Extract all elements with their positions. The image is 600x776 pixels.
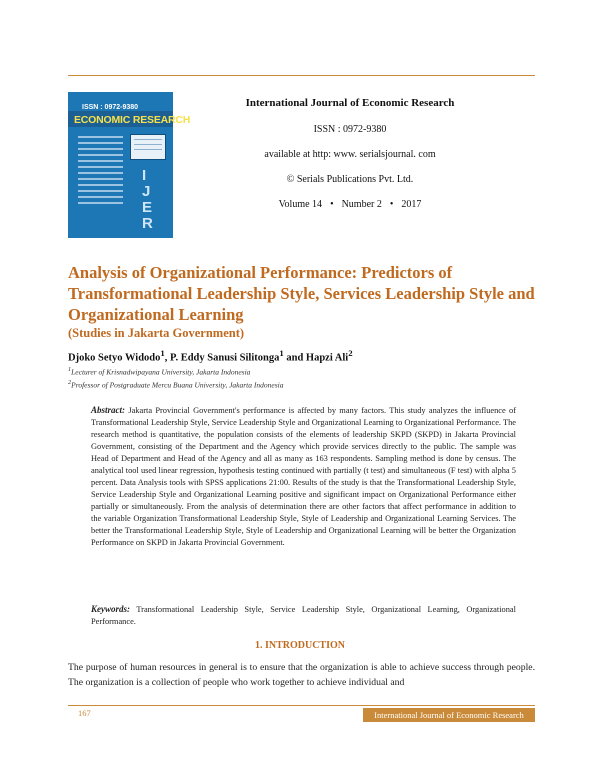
volume-issue-line: Volume 14 • Number 2 • 2017 <box>278 199 422 210</box>
journal-name: International Journal of Economic Research <box>245 97 455 109</box>
abstract <box>91 404 516 549</box>
author-name: P. Eddy Sanusi Silitonga <box>170 352 280 364</box>
cover-contents-lines <box>78 132 123 208</box>
affiliation: $^2$Professor of Postgraduate Mercu Buana University, Jakarta Indonesia <box>68 379 284 390</box>
affiliation: $^1$Lecturer of Krisnadwipayana University, Jakarta Indonesia <box>68 366 251 377</box>
year: 2017 <box>401 199 422 210</box>
issue-number: Number 2 <box>341 199 382 210</box>
cover-title: ECONOMIC RESEARCH <box>74 114 191 126</box>
page-footer <box>68 705 535 722</box>
journal-website: available at http: www. serialsjournal. com <box>264 149 436 160</box>
volume: Volume 14 <box>278 199 323 210</box>
author-name: Hapzi Ali <box>305 352 349 364</box>
article-subtitle: (Studies in Jakarta Government) <box>68 326 245 340</box>
footer-rule <box>68 705 535 706</box>
section-heading: 1. INTRODUCTION <box>254 640 345 651</box>
author-list: Djoko Setyo Widodo$^1$, P. Eddy Sanusi Silitonga$^1$ and Hapzi Ali$^2$ <box>68 348 353 364</box>
article-title: Analysis of Organizational Performance: Predictors of Transformational Leadership Style, Services Leadership Style and Organizational Learning <box>68 263 535 324</box>
journal-header-info <box>200 92 500 210</box>
abstract-text: Jakarta Provincial Government's performance is affected by many factors. This study analyzes the influence of Transformational Leadership Style, Service Leadership Style and Organizational Learning to Organizational Performance. The research method is quantitative, the population consists of the elements of leadership SKPD (SKPD) in Jakarta Provincial Government, consisting of the Department and the Agency which provide services directly to the public. The sample was Head of Department and Head of the Agency and all as many as 163 respondents. Sampling method is done by census. The analytical tool used linear regression, hypothesis testing continued with partially (t test) and simultaneous (F test) with alpha 5 percent. Data Analysis tools with SPSS applications 21:00. Results of the study is that the Transformational Leadership Style, Service Leadership Style and Organizational Learning positive and significant impact on Organizational Performance either partially or simultaneously. From the analysis of determination there are other factors that affect performance in addition to the variable Organization Transformational Leadership Style, Style of Leadership and Organizational Learning Services. The better the Transformational Leadership Style, Style of Leadership and Organizational Learning will be better the Organization Performance on SKPD in Jakarta Provincial Government. <box>91 406 517 547</box>
footer-journal-name: International Journal of Economic Research <box>363 708 535 722</box>
journal-cover-image <box>68 92 191 238</box>
cover-issn: ISSN : 0972-9380 <box>82 104 139 111</box>
page-number: 167 <box>78 708 91 718</box>
article-title-block <box>68 262 538 341</box>
journal-publisher: © Serials Publications Pvt. Ltd. <box>286 174 414 185</box>
journal-issn: ISSN : 0972-9380 <box>313 124 387 135</box>
header-rule <box>68 75 535 76</box>
cover-inset-figure <box>130 134 166 160</box>
body-paragraph: The purpose of human resources in general is to ensure that the organization is able to achieve success through people. The organization is a collection of people who work together to achieve individual and <box>68 662 535 688</box>
keywords-text: Transformational Leadership Style, Service Leadership Style, Organizational Learning, Organizational Performance. <box>91 605 516 626</box>
keywords-label: Keywords: <box>91 604 130 614</box>
abstract-label: Abstract: <box>91 405 126 415</box>
cover-logo: I J E R <box>142 167 153 232</box>
author-name: Djoko Setyo Widodo <box>68 352 161 364</box>
keywords <box>91 603 516 628</box>
